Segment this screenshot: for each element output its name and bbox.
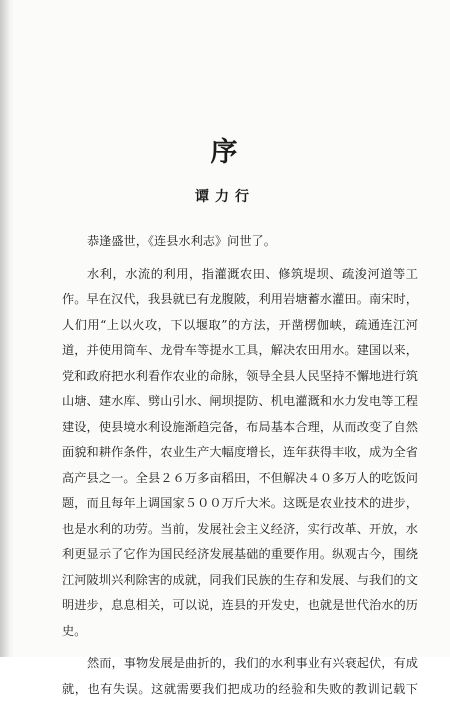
text-line: 恭逢盛世，《连县水利志》问世了。 xyxy=(62,229,418,255)
text-line: 明进步，息息相关，可以说，连县的开发史，也就是世代治水的历 xyxy=(62,593,418,619)
text-line: 题，而且每年上调国家５００万斤大米。这既是农业技术的进步， xyxy=(62,491,418,517)
text-line: 高产县之一。全县２６万多亩稻田，不但解决４０多万人的吃饭问 xyxy=(62,466,418,492)
text-line: 人们用“上以火攻，下以堰取”的方法，开凿楞伽峡，疏通连江河 xyxy=(62,313,418,339)
text-line: 党和政府把水利看作农业的命脉，领导全县人民坚持不懈地进行筑 xyxy=(62,364,418,390)
paragraph-1 xyxy=(62,229,418,255)
text-line: 山塘、建水库、劈山引水、闸坝提防、机电灌溉和水力发电等工程 xyxy=(62,389,418,415)
text-line: 道，并使用筒车、龙骨车等提水工具，解决农田用水。建国以来， xyxy=(62,338,418,364)
text-line: 就，也有失误。这就需要我们把成功的经验和失败的教训记载下 xyxy=(62,677,418,702)
text-line: 江河陂圳兴利除害的成就，同我们民族的生存和发展、与我们的文 xyxy=(62,568,418,594)
text-line: 面貌和耕作条件，农业生产大幅度增长，连年获得丰收，成为全省 xyxy=(62,440,418,466)
paragraph-2 xyxy=(62,262,418,645)
text-line: 作。早在汉代，我县就已有龙腹陂，利用岩塘蓄水灌田。南宋时， xyxy=(62,287,418,313)
body-text xyxy=(62,229,418,702)
text-line: 史。 xyxy=(62,619,418,645)
text-line: 利更显示了它作为国民经济发展基础的重要作用。纵观古今，围绕 xyxy=(62,542,418,568)
page-title: 序 xyxy=(0,130,450,169)
paragraph-3 xyxy=(62,651,418,702)
author-name: 谭力行 xyxy=(0,186,450,206)
text-line: 也是水利的功劳。当前，发展社会主义经济，实行改革、开放，水 xyxy=(62,517,418,543)
text-line: 水利，水流的利用，指灌溉农田、修筑堤坝、疏浚河道等工 xyxy=(62,262,418,288)
text-line: 然而，事物发展是曲折的，我们的水利事业有兴衰起伏，有成 xyxy=(62,651,418,677)
binding-shadow xyxy=(0,0,14,657)
text-line: 建设，使县境水利设施渐趋完备，布局基本合理，从而改变了自然 xyxy=(62,415,418,441)
